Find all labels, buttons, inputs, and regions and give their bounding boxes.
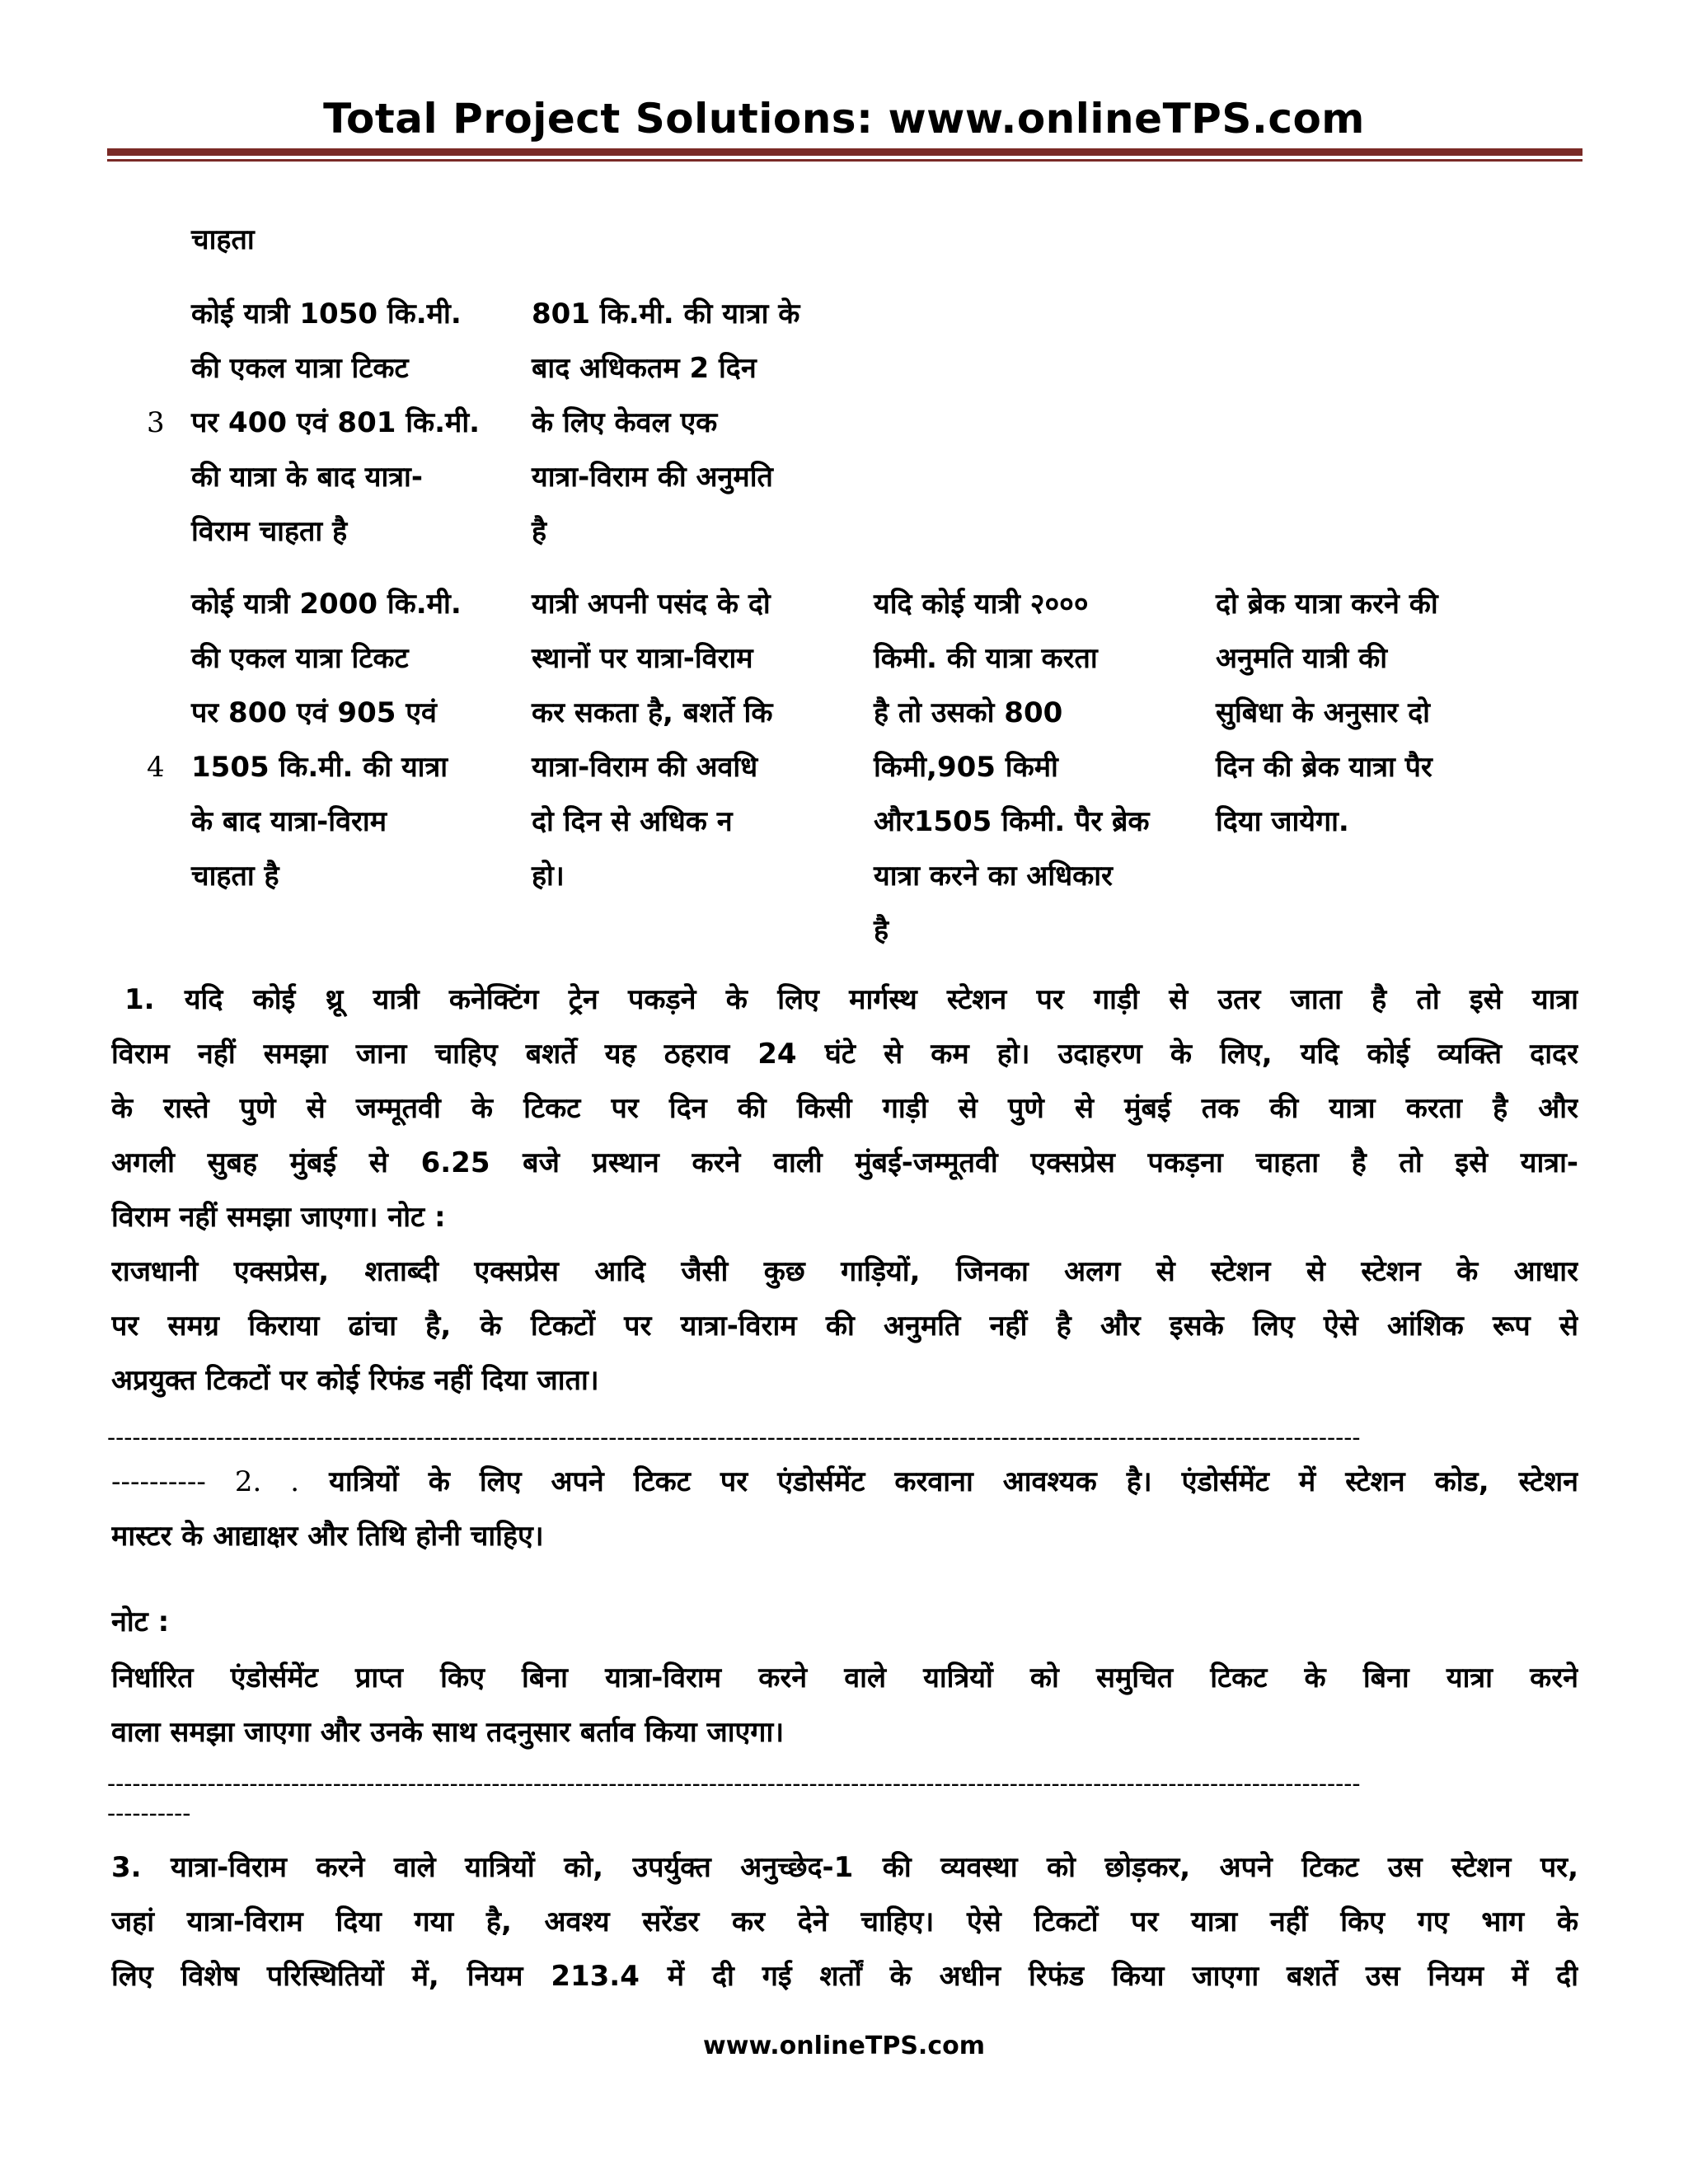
table-row-3-number: 3 xyxy=(147,406,165,439)
cell-line: है तो उसको 800 xyxy=(874,696,1063,729)
cell-line: पर 800 एवं 905 एवं xyxy=(191,696,437,729)
paragraph-line: नोट : xyxy=(111,1605,170,1638)
cell-line: और1505 किमी. पैर ब्रेक xyxy=(874,805,1150,838)
page-header-title: Total Project Solutions: www.onlineTPS.com xyxy=(323,95,1365,143)
cell-line: यात्रा करने का अधिकार xyxy=(874,860,1113,893)
cell-line: हो। xyxy=(532,860,565,893)
paragraph-line: मास्टर के आद्याक्षर और तिथि होनी चाहिए। xyxy=(111,1520,544,1553)
cell-line: यात्रा-विराम की अनुमति xyxy=(532,461,773,494)
note-2-prefix: ---------- 2. . xyxy=(111,1465,300,1498)
paragraph-line: पर समग्र किराया ढांचा है, के टिकटों पर यात्रा-विराम की अनुमति नहीं है और इसके लिए ऐसे आंशिक रूप से xyxy=(111,1310,1578,1343)
cell-line: 1505 कि.मी. की यात्रा xyxy=(191,751,448,784)
cell-line: चाहता है xyxy=(191,860,279,893)
cell-line: यात्रा-विराम की अवधि xyxy=(532,751,758,784)
paragraph-line: के रास्ते पुणे से जम्मूतवी के टिकट पर दिन की किसी गाड़ी से पुणे से मुंबई तक की यात्रा करता है और xyxy=(111,1092,1578,1125)
note-1-paragraph xyxy=(111,972,1578,1408)
note-2-paragraph xyxy=(111,1455,1578,1563)
separator-line: ------------------------------------------------------------------------------------------------------------------------------------------------------ xyxy=(107,1769,1361,1798)
cell-line: यात्री अपनी पसंद के दो xyxy=(532,588,771,621)
cell-line: बाद अधिकतम 2 दिन xyxy=(532,352,757,385)
paragraph-line: जहां यात्रा-विराम दिया गया है, अवश्य सरेंडर कर देने चाहिए। ऐसे टिकटों पर यात्रा नहीं किए गए भाग के xyxy=(111,1905,1578,1938)
header-rule-thick xyxy=(107,148,1582,156)
cell-line: की एकल यात्रा टिकट xyxy=(191,642,409,675)
cell-line: के बाद यात्रा-विराम xyxy=(191,805,387,838)
cell-line: दो दिन से अधिक न xyxy=(532,805,733,838)
paragraph-line: अगली सुबह मुंबई से 6.25 बजे प्रस्थान करने वाली मुंबई-जम्मूतवी एक्सप्रेस पकड़ना चाहता है तो इसे यात्रा- xyxy=(111,1146,1578,1179)
cell-line: कोई यात्री 2000 कि.मी. xyxy=(191,588,462,621)
cell-line: सुबिधा के अनुसार दो xyxy=(1216,696,1430,729)
table-carry-over-text: चाहता xyxy=(191,223,255,256)
cell-line: किमी. की यात्रा करता xyxy=(874,642,1098,675)
table-row-4-col2 xyxy=(532,577,772,903)
cell-line: की यात्रा के बाद यात्रा- xyxy=(191,461,423,494)
cell-line: है xyxy=(532,515,547,548)
separator-line: ------------------------------------------------------------------------------------------------------------------------------------------------------ xyxy=(107,1423,1361,1452)
paragraph-line: 1. यदि कोई थ्रू यात्री कनेक्टिंग ट्रेन पकड़ने के लिए मार्गस्थ स्टेशन पर गाड़ी से उतर जाता है तो इसे यात्रा xyxy=(124,983,1578,1016)
cell-line: दो ब्रेक यात्रा करने की xyxy=(1216,588,1438,621)
cell-line: कोई यात्री 1050 कि.मी. xyxy=(191,298,462,330)
cell-line: की एकल यात्रा टिकट xyxy=(191,352,409,385)
paragraph-line: 3. यात्रा-विराम करने वाले यात्रियों को, उपर्युक्त अनुच्छेद-1 की व्यवस्था को छोड़कर, अपने टिकट उस स्टेशन पर, xyxy=(111,1851,1578,1884)
cell-line: है xyxy=(874,914,889,947)
cell-line: यदि कोई यात्री २००० xyxy=(874,588,1089,621)
note-3-paragraph xyxy=(111,1840,1578,2004)
cell-line: दिन की ब्रेक यात्रा पैर xyxy=(1216,751,1432,784)
cell-line: पर 400 एवं 801 कि.मी. xyxy=(191,406,481,439)
table-row-4-col4 xyxy=(1216,577,1438,849)
paragraph-line: अप्रयुक्त टिकटों पर कोई रिफंड नहीं दिया जाता। xyxy=(111,1364,599,1397)
paragraph-line: विराम नहीं समझा जाना चाहिए बशर्ते यह ठहराव 24 घंटे से कम हो। उदाहरण के लिए, यदि कोई व्यक्ति दादर xyxy=(111,1038,1578,1071)
cell-line: अनुमति यात्री की xyxy=(1216,642,1388,675)
cell-line: विराम चाहता है xyxy=(191,515,348,548)
table-row-4-number: 4 xyxy=(147,751,165,784)
note-2-note-paragraph xyxy=(111,1651,1578,1760)
cell-line: स्थानों पर यात्रा-विराम xyxy=(532,642,753,675)
paragraph-line: विराम नहीं समझा जाएगा। नोट : xyxy=(111,1201,446,1234)
separator-line-short: ---------- xyxy=(107,1799,191,1828)
paragraph-line: निर्धारित एंडोर्समेंट प्राप्त किए बिना यात्रा-विराम करने वाले यात्रियों को समुचित टिकट के बिना यात्रा करने xyxy=(111,1661,1578,1694)
note-2-note-label xyxy=(111,1595,1578,1649)
cell-line: के लिए केवल एक xyxy=(532,406,718,439)
table-row-4-col3 xyxy=(874,577,1150,958)
paragraph-line: वाला समझा जाएगा और उनके साथ तदनुसार बर्ताव किया जाएगा। xyxy=(111,1716,785,1749)
header-rule-thin xyxy=(107,159,1582,162)
cell-line: दिया जायेगा. xyxy=(1216,805,1349,838)
table-row-3-col2 xyxy=(532,287,799,559)
cell-line: किमी,905 किमी xyxy=(874,751,1058,784)
note-2-line-text: यात्रियों के लिए अपने टिकट पर एंडोर्समेंट करवाना आवश्यक है। एंडोर्समेंट में स्टेशन कोड, स्टेशन xyxy=(329,1465,1578,1498)
table-row-3-col1 xyxy=(191,287,480,559)
table-row-4-col1 xyxy=(191,577,462,903)
page-footer-url: www.onlineTPS.com xyxy=(703,2032,985,2060)
paragraph-line: राजधानी एक्सप्रेस, शताब्दी एक्सप्रेस आदि जैसी कुछ गाड़ियों, जिनका अलग से स्टेशन से स्टेशन के आधार xyxy=(111,1255,1578,1288)
paragraph-line: लिए विशेष परिस्थितियों में, नियम 213.4 में दी गई शर्तों के अधीन रिफंड किया जाएगा बशर्ते उस नियम में दी xyxy=(111,1960,1578,1993)
paragraph-line xyxy=(111,1455,1578,1509)
cell-line: 801 कि.मी. की यात्रा के xyxy=(532,298,800,330)
cell-line: कर सकता है, बशर्ते कि xyxy=(532,696,773,729)
